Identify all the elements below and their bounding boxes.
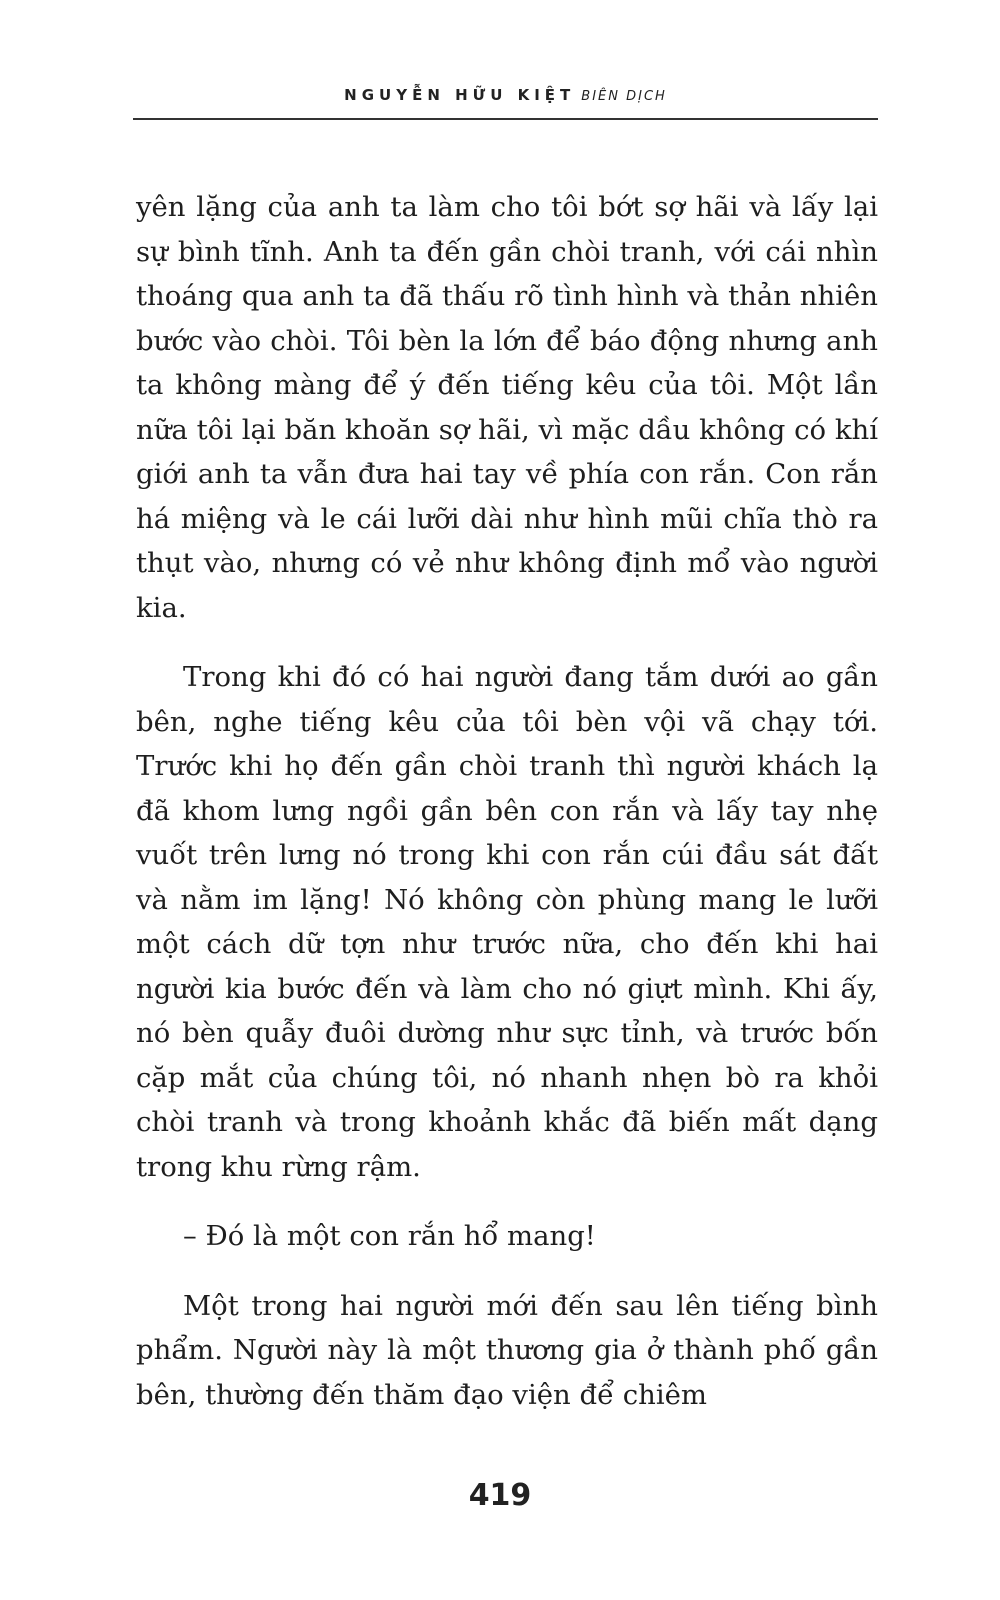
header-role: BIÊN DỊCH — [581, 89, 667, 104]
page-number: 419 — [468, 1478, 532, 1513]
paragraph-1: yên lặng của anh ta làm cho tôi bớt sợ hãi và lấy lại sự bình tĩnh. Anh ta đến gần chòi tranh, với cái nhìn thoáng qua anh ta đã thấu rõ tình hình và thản nhiên bước vào chòi. Tôi bèn la lớn để báo động nhưng anh ta không màng để ý đến tiếng kêu của tôi. Một lần nữa tôi lại băn khoăn sợ hãi, vì mặc dầu không có khí giới anh ta vẫn đưa hai tay về phía con rắn. Con rắn há miệng và le cái lưỡi dài như hình mũi chĩa thò ra thụt vào, nhưng có vẻ như không định mổ vào người kia. — [136, 191, 878, 624]
paragraph-2: Trong khi đó có hai người đang tắm dưới ao gần bên, nghe tiếng kêu của tôi bèn vội vã chạy tới. Trước khi họ đến gần chòi tranh thì người khách lạ đã khom lưng ngồi gần bên con rắn và lấy tay nhẹ vuốt trên lưng nó trong khi con rắn cúi đầu sát đất và nằm im lặng! Nó không còn phùng mang le lưỡi một cách dữ tợn như trước nữa, cho đến khi hai người kia bước đến và làm cho nó giựt mình. Khi ấy, nó bèn quẫy đuôi dường như sực tỉnh, và trước bốn cặp mắt của chúng tôi, nó nhanh nhẹn bò ra khỏi chòi tranh và trong khoảnh khắc đã biến mất dạng trong khu rừng rậm. — [136, 661, 878, 1183]
dialogue-line: – Đó là một con rắn hổ mang! — [183, 1220, 596, 1252]
header-author: NGUYỄN HỮU KIỆT — [344, 86, 576, 104]
body-text — [136, 185, 878, 1417]
paragraph-4: Một trong hai người mới đến sau lên tiếng bình phẩm. Người này là một thương gia ở thành phố gần bên, thường đến thăm đạo viện để chiêm — [136, 1289, 878, 1411]
header-rule — [133, 118, 878, 120]
running-header — [133, 86, 878, 104]
